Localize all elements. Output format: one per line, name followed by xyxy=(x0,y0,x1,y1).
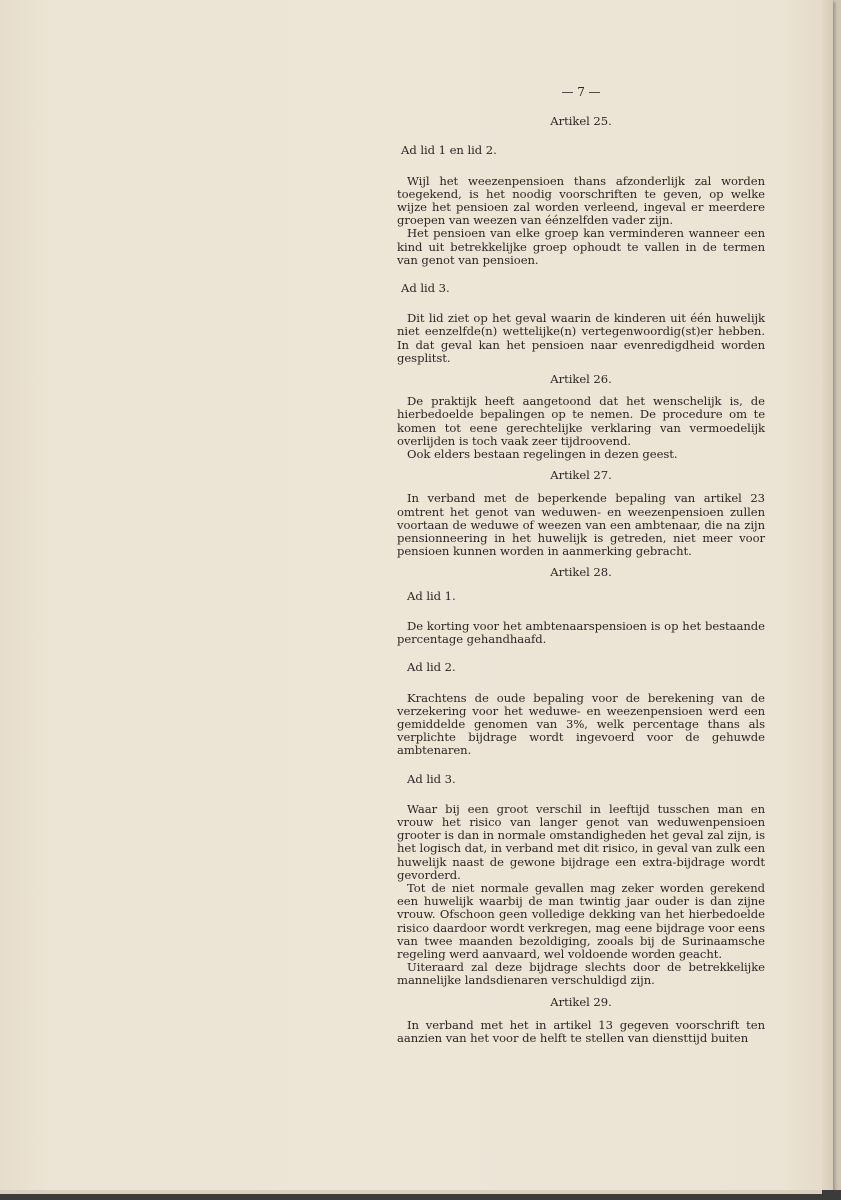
paragraph: De korting voor het ambtenaarspensioen is op het bestaande percentage gehandhaafd. xyxy=(397,618,765,647)
paragraph: De praktijk heeft aangetoond dat het wenschelijk is, de hierbedoelde bepalingen op te nemen. De procedure om te komen tot eene gerechtelijke verklaring van vermoedelijk overlijden is toch vaak zeer tijdroovend. xyxy=(397,394,765,448)
subheading-ad-lid-3: Ad lid 3. xyxy=(401,281,450,296)
paragraph: Ook elders bestaan regelingen in dezen geest. xyxy=(407,447,678,462)
page-number: — 7 — xyxy=(561,85,601,99)
scan-bottom-edge xyxy=(0,1190,841,1200)
paragraph: Waar bij een groot verschil in leeftijd tusschen man en vrouw het risico van langer genot van weduwenpensioen grooter is dan in normale omstandigheden het geval zal zijn, is het logisch dat, in verband met dit risico, in geval van zulk een huwelijk naast de gewone bijdrage een extra-bijdrage wordt gevorderd. xyxy=(397,801,765,882)
heading-artikel-25: Artikel 25. xyxy=(550,114,612,129)
heading-artikel-27: Artikel 27. xyxy=(550,468,612,483)
subheading-ad-lid-2: Ad lid 2. xyxy=(407,660,456,675)
paragraph: Tot de niet normale gevallen mag zeker worden gerekend een huwelijk waarbij de man twintig jaar ouder is dan zijne vrouw. Ofschoon geen volledige dekking van het hierbedoelde risico daardoor wordt verkregen, mag eene bijdrage voor eens van twee maanden bezoldiging, zooals bij de Surinaamsche regeling werd aanvaard, wel voldoende worden geacht. xyxy=(397,880,765,961)
subheading-ad-lid-1-2: Ad lid 1 en lid 2. xyxy=(401,143,497,158)
subheading-ad-lid-3: Ad lid 3. xyxy=(407,771,456,786)
paragraph: In verband met de beperkende bepaling van artikel 23 omtrent het genot van weduwen- en weezenpensioen zullen voortaan de weduwe of weezen van een ambtenaar, die na zijn pensionneering in het huwelijk is getreden, niet meer voor pensioen kunnen worden in aanmerking gebracht. xyxy=(397,491,765,559)
paragraph: Uiteraard zal deze bijdrage slechts door de betrekkelijke mannelijke landsdienaren verschuldigd zijn. xyxy=(397,960,765,988)
heading-artikel-28: Artikel 28. xyxy=(550,565,612,580)
paragraph: In verband met het in artikel 13 gegeven voorschrift ten aanzien van het voor de helft te stellen van diensttijd buiten xyxy=(397,1017,765,1045)
paragraph: Het pensioen van elke groep kan verminderen wanneer een kind uit betrekkelijke groep ophoudt te vallen in de termen van genot van pensioen. xyxy=(397,226,765,267)
heading-artikel-29: Artikel 29. xyxy=(550,994,612,1009)
page-edge xyxy=(822,0,833,1196)
heading-artikel-26: Artikel 26. xyxy=(550,372,612,387)
paragraph: Wijl het weezenpensioen thans afzonderlijk zal worden toegekend, is het noodig voorschriften te geven, op welke wijze het pensioen zal worden verleend, ingeval er meerdere groepen van weezen van éénzelfden vader zijn. xyxy=(397,173,765,228)
paragraph: Dit lid ziet op het geval waarin de kinderen uit één huwelijk niet eenzelfde(n) wettelijke(n) vertegenwoordig(st)er hebben. In dat geval kan het pensioen naar evenredigdheid worden gesplitst. xyxy=(397,311,765,365)
paragraph: Krachtens de oude bepaling voor de berekening van de verzekering voor het weduwe- en weezenpensioen werd een gemiddelde genomen van 3%, welk percentage thans als verplichte bijdrage wordt ingevoerd voor de gehuwde ambtenaren. xyxy=(397,690,765,758)
subheading-ad-lid-1: Ad lid 1. xyxy=(407,588,456,603)
text-column xyxy=(397,86,765,1045)
